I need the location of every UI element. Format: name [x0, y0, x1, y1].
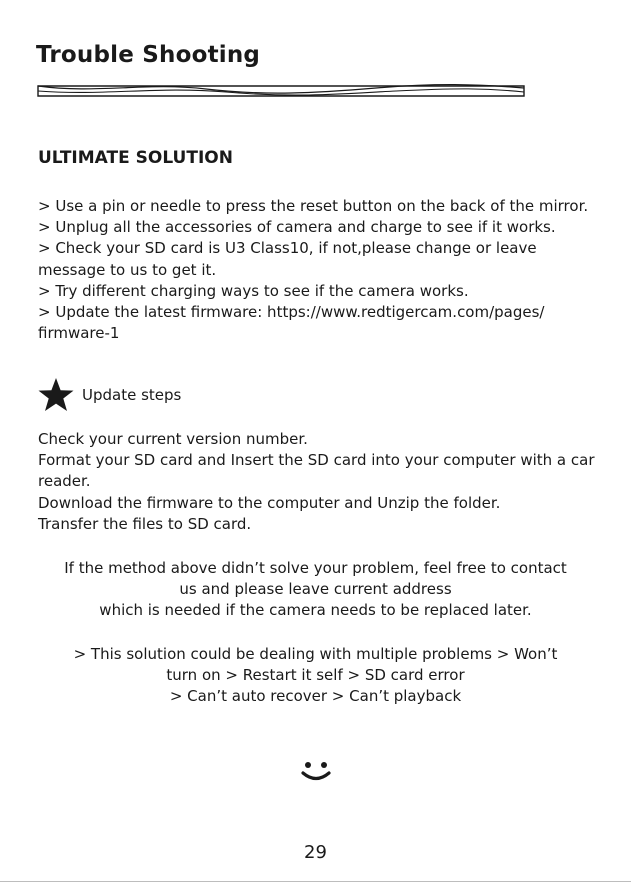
contact-note: [30, 558, 601, 620]
solution-item: > Check your SD card is U3 Class10, if not,please change or leave message to us to get it.: [38, 239, 537, 279]
contact-note-line: which is needed if the camera needs to be replaced later.: [99, 600, 532, 619]
page-title: Trouble Shooting: [36, 42, 261, 68]
solution-item: > Use a pin or needle to press the reset button on the back of the mirror.: [38, 197, 589, 215]
solution-item: > Unplug all the accessories of camera and charge to see if it works.: [38, 218, 556, 237]
step-item: Format your SD card and Insert the SD card into your computer with a car reader.: [38, 451, 595, 491]
problems-note-line: turn on > Restart it self > SD card error: [166, 665, 465, 684]
steps-list: [38, 429, 598, 535]
smile-icon: [300, 760, 332, 784]
step-item: Transfer the files to SD card.: [38, 514, 252, 533]
star-icon: [38, 377, 74, 413]
solution-item: > Update the latest firmware: https://www.redtigercam.com/pages/ firmware-1: [38, 303, 545, 343]
step-item: Check your current version number.: [38, 430, 308, 448]
problems-note-line: > Can’t auto recover > Can’t playback: [169, 686, 462, 705]
page-number: 29: [304, 842, 327, 863]
step-item: Download the firmware to the computer and Unzip the folder.: [38, 493, 501, 512]
problems-note-line: > This solution could be dealing with multiple problems > Won’t: [73, 645, 558, 663]
section-heading: ULTIMATE SOLUTION: [38, 148, 233, 168]
update-steps-label: Update steps: [82, 386, 182, 404]
solution-list: [38, 196, 598, 344]
contact-note-line: us and please leave current address: [179, 579, 452, 598]
update-steps-header: [38, 377, 181, 413]
problems-note: [30, 644, 601, 706]
title-underline: [36, 80, 526, 100]
solution-item: > Try different charging ways to see if the camera works.: [38, 281, 469, 300]
contact-note-line: If the method above didn’t solve your problem, feel free to contact: [64, 559, 567, 577]
bottom-divider: [0, 881, 631, 882]
